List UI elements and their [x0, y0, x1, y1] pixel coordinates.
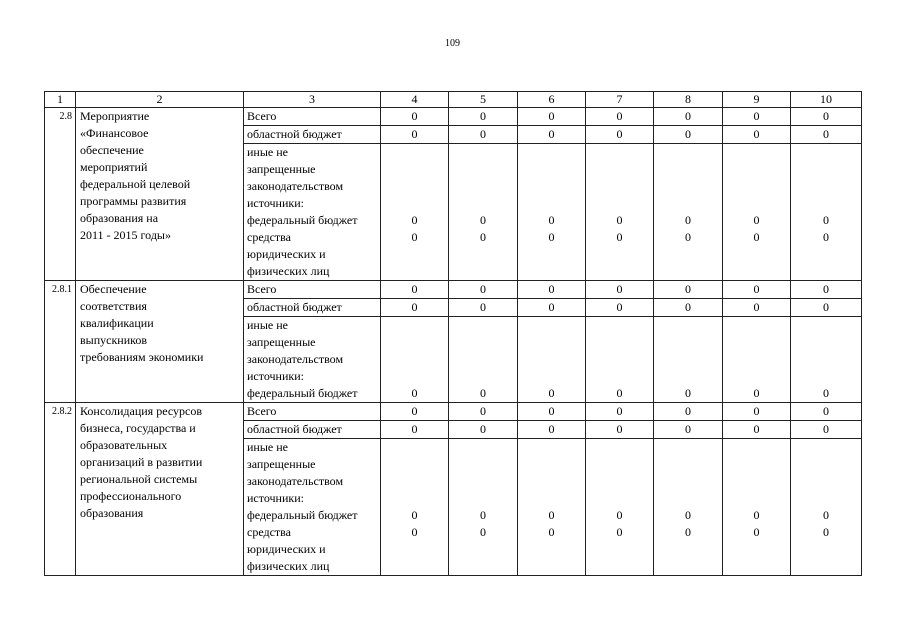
value-federal: 0 — [411, 386, 418, 400]
value-federal: 0 — [685, 386, 691, 400]
header-cell: 2 — [76, 92, 244, 108]
value-cell: 0 — [449, 108, 518, 126]
value-cell: 0 — [381, 108, 449, 126]
text-line: бизнеса, государства и — [80, 421, 196, 435]
text-line: источники: — [247, 369, 304, 383]
value-private: 0 — [480, 230, 486, 244]
text-line: образования на — [80, 211, 159, 225]
text-line: образования — [80, 506, 144, 520]
text-line: 2011 - 2015 годы» — [80, 228, 171, 242]
value-cell — [723, 439, 791, 576]
value-cell — [723, 317, 791, 403]
value-cell — [586, 144, 654, 281]
value-cell: 0 — [449, 126, 518, 144]
value-cell: 0 — [381, 281, 449, 299]
value-cell: 0 — [518, 421, 586, 439]
value-cell: 0 — [381, 126, 449, 144]
value-federal: 0 — [616, 508, 623, 522]
value-federal: 0 — [753, 508, 760, 522]
value-cell: 0 — [654, 403, 723, 421]
value-cell: 0 — [518, 281, 586, 299]
value-federal: 0 — [480, 213, 486, 227]
header-row — [45, 92, 862, 108]
value-cell — [518, 144, 586, 281]
row-index: 2.8.1 — [45, 281, 76, 403]
measure-name — [76, 281, 244, 403]
value-cell: 0 — [654, 421, 723, 439]
value-cell — [791, 144, 862, 281]
source-total: Всего — [244, 403, 381, 421]
value-cell — [586, 439, 654, 576]
value-cell — [381, 317, 449, 403]
value-private: 0 — [823, 525, 829, 539]
value-federal: 0 — [411, 213, 418, 227]
measure-name — [76, 403, 244, 576]
value-cell: 0 — [381, 403, 449, 421]
text-line: «Финансовое — [80, 126, 149, 140]
value-cell: 0 — [723, 126, 791, 144]
value-cell: 0 — [723, 299, 791, 317]
value-cell: 0 — [586, 126, 654, 144]
value-federal: 0 — [753, 386, 760, 400]
value-private: 0 — [753, 230, 760, 244]
text-line: законодательством — [247, 474, 344, 488]
text-line: требованиям экономики — [80, 350, 204, 364]
text-line: Консолидация ресурсов — [80, 404, 202, 418]
row-index: 2.8.2 — [45, 403, 76, 576]
text-line: физических лиц — [247, 559, 330, 573]
value-cell: 0 — [654, 299, 723, 317]
text-line: источники: — [247, 491, 304, 505]
value-federal: 0 — [548, 508, 555, 522]
row-total — [45, 403, 862, 421]
value-cell: 0 — [586, 403, 654, 421]
text-line: образовательных — [80, 438, 168, 452]
text-line: иные не — [247, 440, 288, 454]
value-cell: 0 — [518, 403, 586, 421]
row-index: 2.8 — [45, 108, 76, 281]
text-line: запрещенные — [247, 162, 316, 176]
value-private: 0 — [411, 525, 418, 539]
value-cell — [791, 439, 862, 576]
header-cell: 10 — [791, 92, 862, 108]
value-cell: 0 — [791, 108, 862, 126]
source-total: Всего — [244, 108, 381, 126]
text-line: средства — [247, 230, 292, 244]
text-line: законодательством — [247, 352, 344, 366]
text-line: федеральной целевой — [80, 177, 191, 191]
text-line: запрещенные — [247, 335, 316, 349]
value-cell — [654, 439, 723, 576]
value-federal: 0 — [823, 213, 829, 227]
text-line: мероприятий — [80, 160, 148, 174]
value-federal: 0 — [823, 508, 829, 522]
value-cell — [723, 144, 791, 281]
value-federal: 0 — [480, 386, 486, 400]
value-cell — [518, 317, 586, 403]
source-regional: областной бюджет — [244, 299, 381, 317]
text-line: соответствия — [80, 299, 147, 313]
value-cell: 0 — [654, 126, 723, 144]
value-cell: 0 — [586, 299, 654, 317]
source-federal: федеральный бюджет — [247, 508, 358, 522]
value-cell — [449, 317, 518, 403]
text-line: программы развития — [80, 194, 187, 208]
value-cell: 0 — [586, 421, 654, 439]
value-cell — [654, 144, 723, 281]
value-private: 0 — [616, 230, 623, 244]
value-cell: 0 — [791, 126, 862, 144]
source-federal: федеральный бюджет — [247, 213, 358, 227]
value-cell — [654, 317, 723, 403]
source-other — [244, 439, 381, 576]
value-federal: 0 — [753, 213, 760, 227]
value-cell: 0 — [791, 421, 862, 439]
value-federal: 0 — [411, 508, 418, 522]
source-other — [244, 317, 381, 403]
header-cell: 5 — [449, 92, 518, 108]
value-private: 0 — [480, 525, 486, 539]
value-cell: 0 — [449, 281, 518, 299]
source-total: Всего — [244, 281, 381, 299]
header-cell: 8 — [654, 92, 723, 108]
value-cell — [518, 439, 586, 576]
value-cell: 0 — [723, 421, 791, 439]
value-cell — [791, 317, 862, 403]
row-total — [45, 108, 862, 126]
header-cell: 6 — [518, 92, 586, 108]
text-line: профессионального — [80, 489, 182, 503]
text-line: юридических и — [247, 247, 326, 261]
value-cell: 0 — [449, 299, 518, 317]
value-cell: 0 — [586, 108, 654, 126]
page-number: 109 — [445, 38, 460, 49]
value-federal: 0 — [548, 213, 555, 227]
value-cell — [449, 144, 518, 281]
value-federal: 0 — [616, 386, 623, 400]
text-line: иные не — [247, 145, 288, 159]
value-cell: 0 — [791, 281, 862, 299]
text-line: Обеспечение — [80, 282, 147, 296]
value-federal: 0 — [616, 213, 623, 227]
source-other — [244, 144, 381, 281]
value-cell: 0 — [518, 108, 586, 126]
value-cell: 0 — [791, 299, 862, 317]
value-cell: 0 — [518, 299, 586, 317]
value-private: 0 — [685, 230, 691, 244]
text-line: региональной системы — [80, 472, 198, 486]
value-cell: 0 — [381, 299, 449, 317]
text-line: юридических и — [247, 542, 326, 556]
value-cell — [381, 439, 449, 576]
header-cell: 3 — [244, 92, 381, 108]
value-private: 0 — [616, 525, 623, 539]
value-cell: 0 — [723, 403, 791, 421]
text-line: Мероприятие — [80, 109, 150, 123]
value-federal: 0 — [685, 508, 691, 522]
value-cell: 0 — [586, 281, 654, 299]
header-cell: 1 — [45, 92, 76, 108]
header-cell: 9 — [723, 92, 791, 108]
value-federal: 0 — [685, 213, 691, 227]
text-line: источники: — [247, 196, 304, 210]
row-total — [45, 281, 862, 299]
budget-table — [44, 91, 862, 576]
source-regional: областной бюджет — [244, 126, 381, 144]
text-line: физических лиц — [247, 264, 330, 278]
value-cell — [586, 317, 654, 403]
value-cell: 0 — [654, 281, 723, 299]
text-line: организаций в развитии — [80, 455, 203, 469]
value-private: 0 — [548, 230, 555, 244]
measure-name — [76, 108, 244, 281]
text-line: запрещенные — [247, 457, 316, 471]
value-cell: 0 — [723, 281, 791, 299]
value-federal: 0 — [480, 508, 486, 522]
value-federal: 0 — [548, 386, 555, 400]
value-cell: 0 — [518, 126, 586, 144]
value-cell: 0 — [723, 108, 791, 126]
header-cell: 4 — [381, 92, 449, 108]
text-line: средства — [247, 525, 292, 539]
text-line: законодательством — [247, 179, 344, 193]
value-private: 0 — [548, 525, 555, 539]
value-cell — [381, 144, 449, 281]
value-private: 0 — [685, 525, 691, 539]
value-federal: 0 — [823, 386, 829, 400]
source-federal: федеральный бюджет — [247, 386, 358, 400]
text-line: обеспечение — [80, 143, 144, 157]
value-private: 0 — [753, 525, 760, 539]
value-cell — [449, 439, 518, 576]
value-private: 0 — [823, 230, 829, 244]
text-line: выпускников — [80, 333, 148, 347]
value-cell: 0 — [791, 403, 862, 421]
value-cell: 0 — [654, 108, 723, 126]
value-cell: 0 — [449, 421, 518, 439]
value-private: 0 — [411, 230, 418, 244]
source-regional: областной бюджет — [244, 421, 381, 439]
value-cell: 0 — [449, 403, 518, 421]
text-line: квалификации — [80, 316, 154, 330]
header-cell: 7 — [586, 92, 654, 108]
value-cell: 0 — [381, 421, 449, 439]
text-line: иные не — [247, 318, 288, 332]
